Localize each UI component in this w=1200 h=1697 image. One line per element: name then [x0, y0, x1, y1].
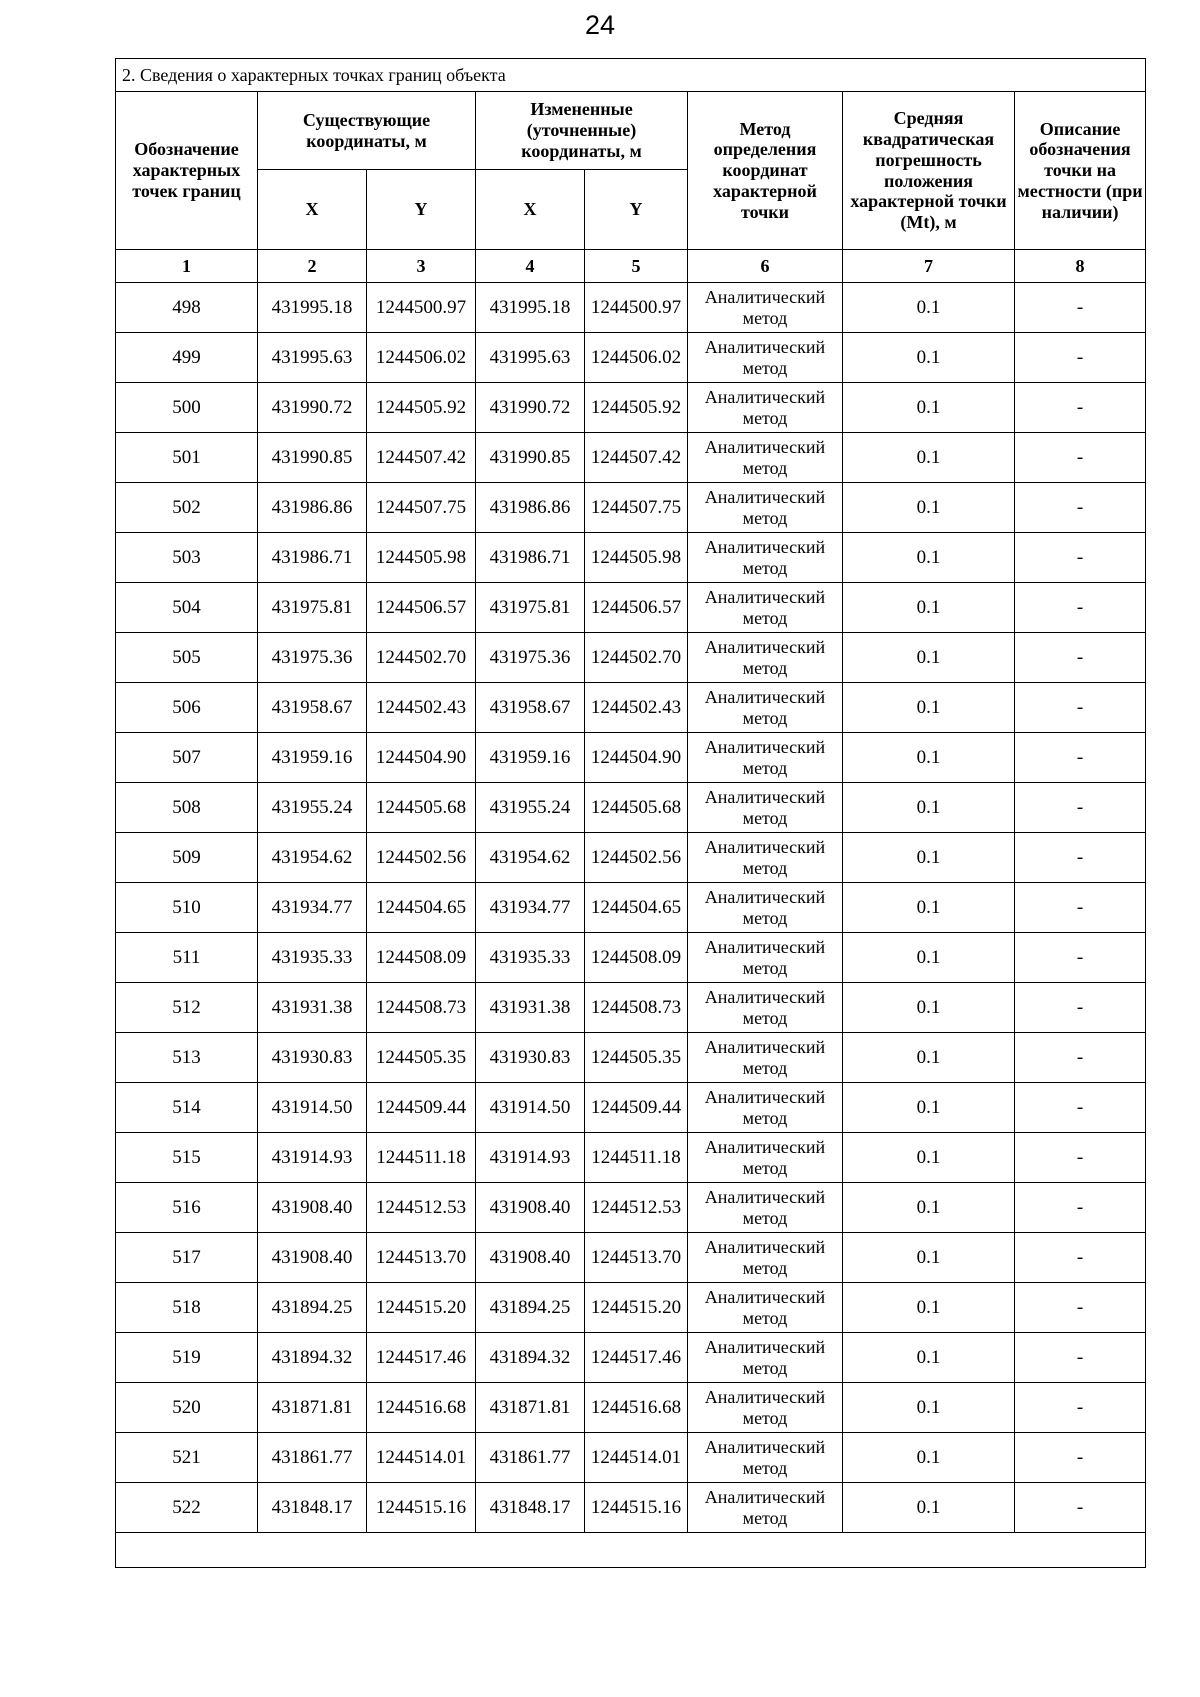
changed-x-cell: 431934.77: [476, 883, 585, 933]
table-row: [116, 1333, 1146, 1383]
method-text-line: Аналитический: [704, 736, 826, 757]
existing-x-cell: 431995.18: [258, 283, 367, 333]
method-text-line: метод: [742, 1507, 788, 1528]
changed-y-cell: 1244502.43: [585, 683, 688, 733]
point-id-cell: 511: [116, 933, 258, 983]
point-id-cell: 499: [116, 333, 258, 383]
column-number: 4: [476, 250, 585, 283]
existing-y-cell: 1244506.57: [367, 583, 476, 633]
header-existing-x: X: [258, 170, 367, 250]
table-row: [116, 1433, 1146, 1483]
method-text-line: Аналитический: [704, 1086, 826, 1107]
changed-y-cell: 1244507.75: [585, 483, 688, 533]
description-cell: -: [1015, 1033, 1146, 1083]
point-id-cell: 502: [116, 483, 258, 533]
existing-x-cell: 431954.62: [258, 833, 367, 883]
point-id-cell: 519: [116, 1333, 258, 1383]
section-title: 2. Сведения о характерных точках границ объекта: [116, 59, 1146, 92]
method-cell: [688, 1233, 843, 1283]
error-cell: 0.1: [843, 783, 1015, 833]
existing-x-cell: 431986.71: [258, 533, 367, 583]
table-row: [116, 1183, 1146, 1233]
existing-y-cell: 1244508.09: [367, 933, 476, 983]
error-cell: 0.1: [843, 333, 1015, 383]
method-text-line: Аналитический: [704, 1336, 826, 1357]
changed-y-cell: 1244513.70: [585, 1233, 688, 1283]
point-id-cell: 509: [116, 833, 258, 883]
table-row: [116, 483, 1146, 533]
header-method: Метод определения координат характерной точки: [688, 92, 843, 250]
changed-y-cell: 1244507.42: [585, 433, 688, 483]
description-cell: -: [1015, 833, 1146, 883]
error-cell: 0.1: [843, 933, 1015, 983]
table-row: [116, 433, 1146, 483]
point-id-cell: 500: [116, 383, 258, 433]
column-number: 8: [1015, 250, 1146, 283]
existing-x-cell: 431959.16: [258, 733, 367, 783]
changed-y-cell: 1244504.65: [585, 883, 688, 933]
table-row: [116, 1083, 1146, 1133]
changed-y-cell: 1244502.56: [585, 833, 688, 883]
table-row: [116, 1283, 1146, 1333]
changed-x-cell: 431914.93: [476, 1133, 585, 1183]
point-id-cell: 513: [116, 1033, 258, 1083]
error-cell: 0.1: [843, 1433, 1015, 1483]
existing-y-cell: 1244509.44: [367, 1083, 476, 1133]
method-text-line: Аналитический: [704, 936, 826, 957]
error-cell: 0.1: [843, 1333, 1015, 1383]
method-cell: [688, 283, 843, 333]
table-row: [116, 633, 1146, 683]
method-text-line: метод: [742, 1257, 788, 1278]
existing-y-cell: 1244504.65: [367, 883, 476, 933]
method-cell: [688, 683, 843, 733]
error-cell: 0.1: [843, 1033, 1015, 1083]
description-cell: -: [1015, 433, 1146, 483]
existing-y-cell: 1244507.75: [367, 483, 476, 533]
changed-y-cell: 1244517.46: [585, 1333, 688, 1383]
table-row: [116, 933, 1146, 983]
method-cell: [688, 483, 843, 533]
method-text-line: Аналитический: [704, 836, 826, 857]
method-cell: [688, 733, 843, 783]
existing-y-cell: 1244500.97: [367, 283, 476, 333]
existing-x-cell: 431935.33: [258, 933, 367, 983]
description-cell: -: [1015, 683, 1146, 733]
error-cell: 0.1: [843, 1483, 1015, 1533]
method-text-line: Аналитический: [704, 636, 826, 657]
method-text-line: метод: [742, 1457, 788, 1478]
error-cell: 0.1: [843, 1383, 1015, 1433]
table-row: [116, 983, 1146, 1033]
changed-x-cell: 431935.33: [476, 933, 585, 983]
table-row: [116, 383, 1146, 433]
description-cell: -: [1015, 1433, 1146, 1483]
point-id-cell: 521: [116, 1433, 258, 1483]
method-text-line: метод: [742, 407, 788, 428]
existing-y-cell: 1244505.35: [367, 1033, 476, 1083]
error-cell: 0.1: [843, 1233, 1015, 1283]
existing-y-cell: 1244515.16: [367, 1483, 476, 1533]
changed-y-cell: 1244514.01: [585, 1433, 688, 1483]
error-cell: 0.1: [843, 1133, 1015, 1183]
existing-x-cell: 431975.36: [258, 633, 367, 683]
changed-x-cell: 431975.81: [476, 583, 585, 633]
point-id-cell: 512: [116, 983, 258, 1033]
changed-y-cell: 1244504.90: [585, 733, 688, 783]
existing-x-cell: 431958.67: [258, 683, 367, 733]
method-text-line: Аналитический: [704, 486, 826, 507]
changed-x-cell: 431975.36: [476, 633, 585, 683]
point-id-cell: 505: [116, 633, 258, 683]
changed-x-cell: 431931.38: [476, 983, 585, 1033]
existing-x-cell: 431986.86: [258, 483, 367, 533]
changed-x-cell: 431955.24: [476, 783, 585, 833]
point-id-cell: 501: [116, 433, 258, 483]
table-row: [116, 283, 1146, 333]
existing-y-cell: 1244517.46: [367, 1333, 476, 1383]
existing-y-cell: 1244502.43: [367, 683, 476, 733]
method-text-line: Аналитический: [704, 1436, 826, 1457]
existing-y-cell: 1244507.42: [367, 433, 476, 483]
method-text-line: метод: [742, 557, 788, 578]
changed-x-cell: 431990.72: [476, 383, 585, 433]
header-point: Обозначение характерных точек границ: [116, 92, 258, 250]
method-text-line: метод: [742, 807, 788, 828]
point-id-cell: 498: [116, 283, 258, 333]
existing-y-cell: 1244508.73: [367, 983, 476, 1033]
point-id-cell: 522: [116, 1483, 258, 1533]
description-cell: -: [1015, 1333, 1146, 1383]
existing-y-cell: 1244512.53: [367, 1183, 476, 1233]
column-number: 7: [843, 250, 1015, 283]
method-text-line: метод: [742, 607, 788, 628]
description-cell: -: [1015, 1133, 1146, 1183]
method-cell: [688, 533, 843, 583]
header-changed-x: X: [476, 170, 585, 250]
changed-y-cell: 1244505.35: [585, 1033, 688, 1083]
table-row: [116, 1033, 1146, 1083]
error-cell: 0.1: [843, 283, 1015, 333]
method-text-line: Аналитический: [704, 436, 826, 457]
existing-x-cell: 431990.72: [258, 383, 367, 433]
table-row: [116, 783, 1146, 833]
changed-x-cell: 431914.50: [476, 1083, 585, 1133]
method-cell: [688, 1033, 843, 1083]
error-cell: 0.1: [843, 533, 1015, 583]
method-text-line: Аналитический: [704, 286, 826, 307]
changed-y-cell: 1244505.68: [585, 783, 688, 833]
description-cell: -: [1015, 1483, 1146, 1533]
existing-x-cell: 431908.40: [258, 1183, 367, 1233]
method-text-line: Аналитический: [704, 386, 826, 407]
table-row: [116, 333, 1146, 383]
method-text-line: Аналитический: [704, 536, 826, 557]
table-row: [116, 1383, 1146, 1433]
method-text-line: метод: [742, 457, 788, 478]
existing-y-cell: 1244514.01: [367, 1433, 476, 1483]
point-id-cell: 515: [116, 1133, 258, 1183]
method-text-line: метод: [742, 357, 788, 378]
method-text-line: Аналитический: [704, 1286, 826, 1307]
description-cell: -: [1015, 1283, 1146, 1333]
boundary-points-table: [115, 58, 1146, 1568]
existing-x-cell: 431990.85: [258, 433, 367, 483]
existing-y-cell: 1244505.98: [367, 533, 476, 583]
point-id-cell: 507: [116, 733, 258, 783]
existing-y-cell: 1244505.92: [367, 383, 476, 433]
changed-y-cell: 1244511.18: [585, 1133, 688, 1183]
existing-y-cell: 1244506.02: [367, 333, 476, 383]
description-cell: -: [1015, 483, 1146, 533]
existing-x-cell: 431908.40: [258, 1233, 367, 1283]
method-cell: [688, 1483, 843, 1533]
existing-x-cell: 431894.32: [258, 1333, 367, 1383]
changed-x-cell: 431995.63: [476, 333, 585, 383]
method-cell: [688, 333, 843, 383]
description-cell: -: [1015, 633, 1146, 683]
description-cell: -: [1015, 1383, 1146, 1433]
method-text-line: Аналитический: [704, 1236, 826, 1257]
column-number: 3: [367, 250, 476, 283]
description-cell: -: [1015, 983, 1146, 1033]
error-cell: 0.1: [843, 1283, 1015, 1333]
existing-y-cell: 1244513.70: [367, 1233, 476, 1283]
header-changed-coords: Измененные (уточненные) координаты, м: [476, 92, 688, 170]
header-existing-coords: Существующие координаты, м: [258, 92, 476, 170]
method-cell: [688, 783, 843, 833]
existing-x-cell: 431931.38: [258, 983, 367, 1033]
method-cell: [688, 1333, 843, 1383]
changed-y-cell: 1244515.16: [585, 1483, 688, 1533]
method-text-line: Аналитический: [704, 336, 826, 357]
method-cell: [688, 1283, 843, 1333]
method-text-line: Аналитический: [704, 986, 826, 1007]
changed-x-cell: 431848.17: [476, 1483, 585, 1533]
point-id-cell: 510: [116, 883, 258, 933]
description-cell: -: [1015, 783, 1146, 833]
method-cell: [688, 633, 843, 683]
method-text-line: метод: [742, 1157, 788, 1178]
changed-x-cell: 431861.77: [476, 1433, 585, 1483]
method-cell: [688, 883, 843, 933]
changed-x-cell: 431894.32: [476, 1333, 585, 1383]
point-id-cell: 508: [116, 783, 258, 833]
changed-y-cell: 1244505.92: [585, 383, 688, 433]
header-existing-y: Y: [367, 170, 476, 250]
changed-y-cell: 1244506.02: [585, 333, 688, 383]
existing-x-cell: 431955.24: [258, 783, 367, 833]
existing-y-cell: 1244515.20: [367, 1283, 476, 1333]
method-text-line: Аналитический: [704, 686, 826, 707]
error-cell: 0.1: [843, 1183, 1015, 1233]
error-cell: 0.1: [843, 733, 1015, 783]
method-text-line: метод: [742, 1207, 788, 1228]
existing-x-cell: 431871.81: [258, 1383, 367, 1433]
existing-x-cell: 431914.50: [258, 1083, 367, 1133]
existing-x-cell: 431914.93: [258, 1133, 367, 1183]
error-cell: 0.1: [843, 683, 1015, 733]
method-cell: [688, 1083, 843, 1133]
method-cell: [688, 983, 843, 1033]
existing-x-cell: 431894.25: [258, 1283, 367, 1333]
table-row: [116, 883, 1146, 933]
existing-x-cell: 431848.17: [258, 1483, 367, 1533]
table-row: [116, 683, 1146, 733]
header-error: Средняя квадратическая погрешность положения характерной точки (Mt), м: [843, 92, 1015, 250]
point-id-cell: 506: [116, 683, 258, 733]
description-cell: -: [1015, 1233, 1146, 1283]
point-id-cell: 503: [116, 533, 258, 583]
table-row: [116, 583, 1146, 633]
point-id-cell: 520: [116, 1383, 258, 1433]
error-cell: 0.1: [843, 383, 1015, 433]
method-text-line: Аналитический: [704, 1186, 826, 1207]
changed-y-cell: 1244506.57: [585, 583, 688, 633]
error-cell: 0.1: [843, 833, 1015, 883]
existing-y-cell: 1244502.70: [367, 633, 476, 683]
changed-y-cell: 1244500.97: [585, 283, 688, 333]
method-text-line: метод: [742, 857, 788, 878]
method-text-line: метод: [742, 1357, 788, 1378]
changed-y-cell: 1244509.44: [585, 1083, 688, 1133]
table-row: [116, 1133, 1146, 1183]
method-text-line: Аналитический: [704, 786, 826, 807]
changed-x-cell: 431995.18: [476, 283, 585, 333]
changed-x-cell: 431959.16: [476, 733, 585, 783]
existing-x-cell: 431975.81: [258, 583, 367, 633]
changed-x-cell: 431990.85: [476, 433, 585, 483]
method-text-line: метод: [742, 1407, 788, 1428]
error-cell: 0.1: [843, 483, 1015, 533]
error-cell: 0.1: [843, 583, 1015, 633]
changed-y-cell: 1244516.68: [585, 1383, 688, 1433]
method-cell: [688, 933, 843, 983]
method-cell: [688, 433, 843, 483]
changed-x-cell: 431930.83: [476, 1033, 585, 1083]
error-cell: 0.1: [843, 633, 1015, 683]
changed-x-cell: 431894.25: [476, 1283, 585, 1333]
method-text-line: Аналитический: [704, 586, 826, 607]
header-description: Описание обозначения точки на местности (при наличии): [1015, 92, 1146, 250]
changed-y-cell: 1244502.70: [585, 633, 688, 683]
page-number: 24: [584, 10, 616, 40]
table-row: [116, 833, 1146, 883]
changed-x-cell: 431986.86: [476, 483, 585, 533]
existing-y-cell: 1244505.68: [367, 783, 476, 833]
changed-x-cell: 431871.81: [476, 1383, 585, 1433]
method-text-line: метод: [742, 907, 788, 928]
header-changed-y: Y: [585, 170, 688, 250]
description-cell: -: [1015, 533, 1146, 583]
existing-x-cell: 431934.77: [258, 883, 367, 933]
empty-cell: [116, 1533, 1146, 1568]
error-cell: 0.1: [843, 433, 1015, 483]
method-cell: [688, 1433, 843, 1483]
column-number: 5: [585, 250, 688, 283]
existing-y-cell: 1244502.56: [367, 833, 476, 883]
changed-x-cell: 431954.62: [476, 833, 585, 883]
description-cell: -: [1015, 283, 1146, 333]
existing-x-cell: 431861.77: [258, 1433, 367, 1483]
description-cell: -: [1015, 583, 1146, 633]
existing-x-cell: 431930.83: [258, 1033, 367, 1083]
method-cell: [688, 383, 843, 433]
method-text-line: метод: [742, 707, 788, 728]
method-text-line: метод: [742, 1307, 788, 1328]
description-cell: -: [1015, 1183, 1146, 1233]
method-cell: [688, 583, 843, 633]
method-text-line: Аналитический: [704, 1386, 826, 1407]
table-row: [116, 533, 1146, 583]
changed-y-cell: 1244512.53: [585, 1183, 688, 1233]
changed-x-cell: 431958.67: [476, 683, 585, 733]
method-text-line: метод: [742, 657, 788, 678]
description-cell: -: [1015, 933, 1146, 983]
table-row: [116, 733, 1146, 783]
point-id-cell: 518: [116, 1283, 258, 1333]
error-cell: 0.1: [843, 983, 1015, 1033]
table-row: [116, 1233, 1146, 1283]
description-cell: -: [1015, 333, 1146, 383]
method-cell: [688, 1383, 843, 1433]
changed-y-cell: 1244505.98: [585, 533, 688, 583]
method-cell: [688, 833, 843, 883]
method-text-line: метод: [742, 957, 788, 978]
table-row: [116, 1483, 1146, 1533]
method-cell: [688, 1133, 843, 1183]
column-number: 2: [258, 250, 367, 283]
changed-y-cell: 1244508.09: [585, 933, 688, 983]
method-text-line: Аналитический: [704, 1486, 826, 1507]
point-id-cell: 514: [116, 1083, 258, 1133]
existing-y-cell: 1244516.68: [367, 1383, 476, 1433]
error-cell: 0.1: [843, 1083, 1015, 1133]
changed-y-cell: 1244508.73: [585, 983, 688, 1033]
method-text-line: метод: [742, 1007, 788, 1028]
method-text-line: Аналитический: [704, 886, 826, 907]
method-text-line: метод: [742, 307, 788, 328]
column-number: 1: [116, 250, 258, 283]
description-cell: -: [1015, 733, 1146, 783]
point-id-cell: 517: [116, 1233, 258, 1283]
description-cell: -: [1015, 383, 1146, 433]
point-id-cell: 504: [116, 583, 258, 633]
description-cell: -: [1015, 883, 1146, 933]
changed-x-cell: 431908.40: [476, 1233, 585, 1283]
method-text-line: Аналитический: [704, 1036, 826, 1057]
changed-y-cell: 1244515.20: [585, 1283, 688, 1333]
method-cell: [688, 1183, 843, 1233]
method-text-line: метод: [742, 1107, 788, 1128]
existing-y-cell: 1244511.18: [367, 1133, 476, 1183]
changed-x-cell: 431986.71: [476, 533, 585, 583]
point-id-cell: 516: [116, 1183, 258, 1233]
existing-x-cell: 431995.63: [258, 333, 367, 383]
column-number: 6: [688, 250, 843, 283]
method-text-line: метод: [742, 1057, 788, 1078]
changed-x-cell: 431908.40: [476, 1183, 585, 1233]
method-text-line: метод: [742, 507, 788, 528]
error-cell: 0.1: [843, 883, 1015, 933]
method-text-line: метод: [742, 757, 788, 778]
empty-row: [116, 1533, 1146, 1568]
method-text-line: Аналитический: [704, 1136, 826, 1157]
existing-y-cell: 1244504.90: [367, 733, 476, 783]
description-cell: -: [1015, 1083, 1146, 1133]
